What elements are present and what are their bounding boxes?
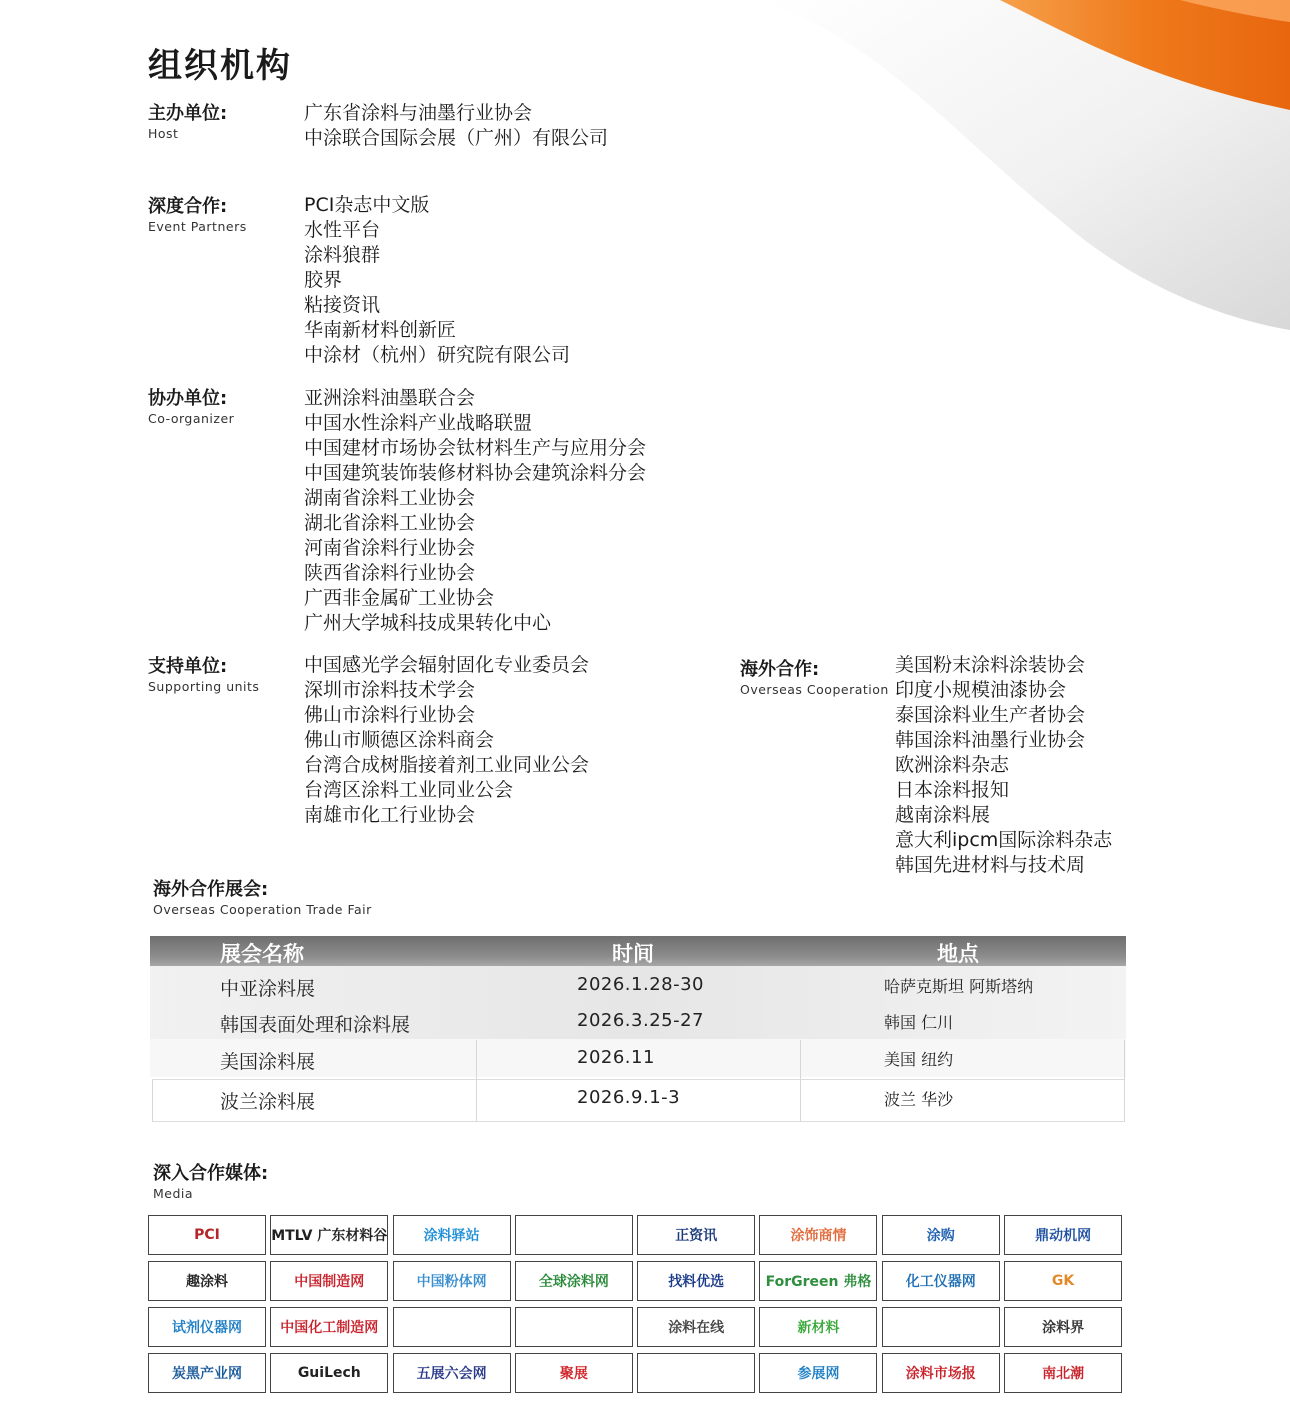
media-logo <box>1004 1307 1122 1347</box>
media-logo-text: 炭黑产业网 <box>172 1366 242 1382</box>
media-logo <box>637 1353 755 1393</box>
supporting-item: 深圳市涂料技术学会 <box>304 679 476 701</box>
overseas-label-zh: 海外合作: <box>740 659 820 680</box>
partner-item: 涂料狼群 <box>304 244 381 266</box>
media-logo <box>1004 1353 1122 1393</box>
fair-label-zh: 海外合作展会: <box>153 879 269 900</box>
coorganizer-list <box>304 386 646 636</box>
media-logo <box>882 1307 1000 1347</box>
media-label-en: Media <box>153 1186 194 1201</box>
table-divider <box>152 1121 1124 1122</box>
supporting-list <box>304 653 589 828</box>
media-logo <box>882 1215 1000 1255</box>
page-title: 组织机构 <box>148 46 292 86</box>
fair-header-time: 时间 <box>612 942 654 966</box>
coorganizer-item: 中国建材市场协会钛材料生产与应用分会 <box>304 437 647 459</box>
media-logo <box>759 1261 877 1301</box>
fair-label <box>153 878 372 918</box>
media-logo <box>882 1353 1000 1393</box>
supporting-label <box>148 655 259 695</box>
coorganizer-label-en: Co-organizer <box>148 411 235 426</box>
media-logo-text: 趣涂料 <box>186 1274 228 1290</box>
fair-header-name: 展会名称 <box>220 942 304 966</box>
media-logo-text: 中国粉体网 <box>416 1274 487 1290</box>
overseas-item: 日本涂料报知 <box>895 779 1010 801</box>
partners-label-zh: 深度合作: <box>148 196 228 217</box>
coorganizer-item: 广州大学城科技成果转化中心 <box>304 612 552 634</box>
coorganizer-item: 广西非金属矿工业协会 <box>304 587 495 609</box>
supporting-item: 南雄市化工行业协会 <box>304 804 476 826</box>
partner-item: 粘接资讯 <box>304 294 381 316</box>
partners-label-en: Event Partners <box>148 219 247 234</box>
overseas-item: 印度小规模油漆协会 <box>895 679 1067 701</box>
media-logo-text: 新材料 <box>797 1320 840 1336</box>
media-logo <box>270 1215 388 1255</box>
media-logo <box>393 1353 511 1393</box>
media-logo <box>270 1307 388 1347</box>
supporting-item: 佛山市顺德区涂料商会 <box>304 729 495 751</box>
supporting-item: 台湾区涂料工业同业公会 <box>304 779 514 801</box>
coorganizer-item: 陕西省涂料行业协会 <box>304 562 476 584</box>
media-logo <box>393 1307 511 1347</box>
media-logo-text: 化工仪器网 <box>905 1274 976 1290</box>
fair-place: 韩国 仁川 <box>884 1013 954 1032</box>
fair-name: 中亚涂料展 <box>220 978 316 1000</box>
host-list <box>304 101 608 151</box>
media-logo <box>148 1353 266 1393</box>
partner-item: 胶界 <box>304 269 343 291</box>
table-row <box>150 1039 1126 1077</box>
media-logo <box>515 1307 633 1347</box>
media-logo-text: 涂料驿站 <box>423 1228 480 1244</box>
coorganizer-item: 湖南省涂料工业协会 <box>304 487 476 509</box>
media-logo-text: 五展六会网 <box>416 1366 487 1382</box>
table-divider <box>152 1079 1124 1080</box>
media-logo <box>270 1353 388 1393</box>
fair-name: 波兰涂料展 <box>220 1091 316 1113</box>
media-logo <box>759 1215 877 1255</box>
coorganizer-item: 湖北省涂料工业协会 <box>304 512 476 534</box>
media-logo <box>637 1261 755 1301</box>
fair-label-en: Overseas Cooperation Trade Fair <box>153 902 372 917</box>
table-divider <box>476 1040 477 1122</box>
host-item: 广东省涂料与油墨行业协会 <box>304 102 533 124</box>
media-logo-text: 涂购 <box>926 1228 955 1244</box>
media-logo-text: ForGreen 弗格 <box>765 1274 872 1290</box>
overseas-item: 韩国涂料油墨行业协会 <box>895 729 1086 751</box>
supporting-item: 台湾合成树脂接着剂工业同业公会 <box>304 754 590 776</box>
fair-time: 2026.9.1-3 <box>577 1087 681 1108</box>
fair-name: 美国涂料展 <box>220 1051 316 1073</box>
media-logo <box>515 1261 633 1301</box>
table-row <box>150 1079 1126 1121</box>
table-divider <box>152 1080 153 1122</box>
fair-place: 波兰 华沙 <box>884 1090 954 1109</box>
fair-time: 2026.11 <box>577 1047 655 1068</box>
media-logo-text: 涂饰商情 <box>790 1228 847 1244</box>
partner-item: 中涂材（杭州）研究院有限公司 <box>304 344 571 366</box>
supporting-item: 中国感光学会辐射固化专业委员会 <box>304 654 590 676</box>
media-logo <box>882 1261 1000 1301</box>
media-logo-text: 鼎动机网 <box>1035 1228 1092 1244</box>
fair-name: 韩国表面处理和涂料展 <box>220 1014 411 1036</box>
overseas-item: 美国粉末涂料涂装协会 <box>895 654 1086 676</box>
media-logo-text: PCI <box>194 1227 220 1243</box>
media-logo <box>637 1307 755 1347</box>
media-logo-text: 南北潮 <box>1042 1366 1085 1382</box>
overseas-item: 意大利ipcm国际涂料杂志 <box>895 829 1113 851</box>
media-logo-text: MTLV 广东材料谷 <box>271 1228 388 1244</box>
host-label-zh: 主办单位: <box>148 103 228 124</box>
partners-label <box>148 195 247 235</box>
media-logo-text: 中国制造网 <box>294 1274 365 1290</box>
media-logo-text: GuiLech <box>297 1365 361 1381</box>
media-logo <box>515 1353 633 1393</box>
overseas-item: 韩国先进材料与技术周 <box>895 854 1086 876</box>
media-logo-text: 中国化工制造网 <box>280 1320 379 1336</box>
media-logo-text: 全球涂料网 <box>538 1274 609 1290</box>
media-logo <box>1004 1261 1122 1301</box>
host-item: 中涂联合国际会展（广州）有限公司 <box>304 127 609 149</box>
media-logo <box>148 1261 266 1301</box>
fair-table-header <box>150 936 1126 970</box>
media-logo <box>270 1261 388 1301</box>
coorganizer-item: 中国建筑装饰装修材料协会建筑涂料分会 <box>304 462 647 484</box>
media-logo <box>759 1353 877 1393</box>
coorganizer-label <box>148 387 234 427</box>
supporting-label-en: Supporting units <box>148 679 260 694</box>
media-logo <box>393 1261 511 1301</box>
media-logo-text: 涂料市场报 <box>905 1366 976 1382</box>
media-logo <box>637 1215 755 1255</box>
media-logo-text: 涂料界 <box>1042 1320 1085 1336</box>
media-label-zh: 深入合作媒体: <box>153 1163 269 1184</box>
host-label-en: Host <box>148 126 179 141</box>
host-label <box>148 102 227 142</box>
table-row <box>150 1002 1126 1040</box>
media-logo <box>393 1215 511 1255</box>
media-logo <box>759 1307 877 1347</box>
media-logo-grid <box>148 1215 1124 1393</box>
overseas-item: 欧洲涂料杂志 <box>895 754 1010 776</box>
media-label <box>153 1162 268 1202</box>
overseas-label <box>740 658 889 698</box>
media-logo <box>1004 1215 1122 1255</box>
media-logo-text: 参展网 <box>797 1366 840 1382</box>
fair-time: 2026.3.25-27 <box>577 1010 705 1031</box>
partners-list <box>304 193 570 368</box>
media-logo-text: 正资讯 <box>675 1228 718 1244</box>
supporting-label-zh: 支持单位: <box>148 656 228 677</box>
fair-time: 2026.1.28-30 <box>577 974 705 995</box>
coorganizer-item: 中国水性涂料产业战略联盟 <box>304 412 533 434</box>
media-logo-text: GK <box>1051 1273 1075 1289</box>
table-row <box>150 966 1126 1004</box>
fair-place: 哈萨克斯坦 阿斯塔纳 <box>884 977 1034 996</box>
fair-place: 美国 纽约 <box>884 1050 954 1069</box>
supporting-item: 佛山市涂料行业协会 <box>304 704 476 726</box>
overseas-label-en: Overseas Cooperation <box>740 682 889 697</box>
overseas-item: 越南涂料展 <box>895 804 991 826</box>
media-logo <box>148 1215 266 1255</box>
media-logo <box>148 1307 266 1347</box>
coorganizer-item: 河南省涂料行业协会 <box>304 537 476 559</box>
table-divider <box>800 1040 801 1122</box>
media-logo-text: 试剂仪器网 <box>172 1320 242 1336</box>
coorganizer-item: 亚洲涂料油墨联合会 <box>304 387 476 409</box>
partner-item: 水性平台 <box>304 219 381 241</box>
partner-item: PCI杂志中文版 <box>304 194 430 216</box>
partner-item: 华南新材料创新匠 <box>304 319 457 341</box>
fair-header-place: 地点 <box>937 942 979 966</box>
overseas-item: 泰国涂料业生产者协会 <box>895 704 1086 726</box>
coorganizer-label-zh: 协办单位: <box>148 388 228 409</box>
media-logo-text: 找料优选 <box>668 1274 725 1290</box>
overseas-list <box>895 653 1112 878</box>
media-logo-text: 涂料在线 <box>668 1320 725 1336</box>
media-logo <box>515 1215 633 1255</box>
media-logo-text: 聚展 <box>559 1366 588 1382</box>
table-divider <box>1124 1040 1125 1122</box>
